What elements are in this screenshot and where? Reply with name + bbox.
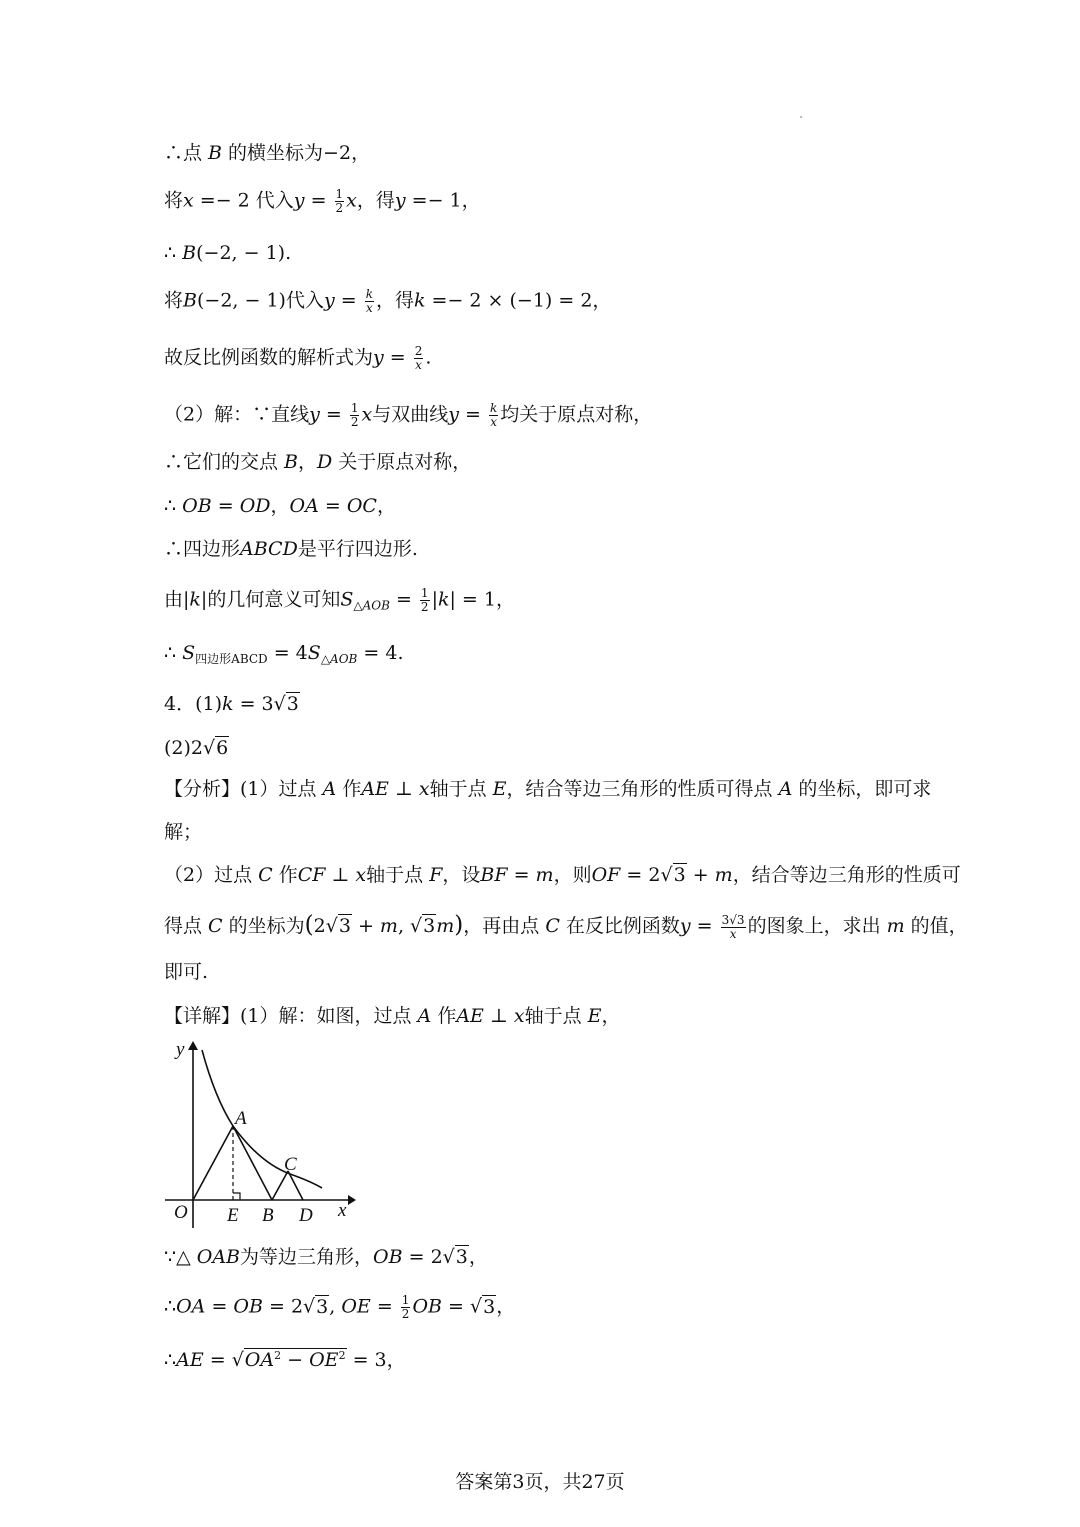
- text: 4．(1): [164, 693, 223, 715]
- text: 的横坐标为−2，: [222, 142, 371, 164]
- text: =: [319, 403, 348, 426]
- text: |: [431, 588, 438, 611]
- var: x: [183, 189, 194, 212]
- text: =: [211, 495, 240, 517]
- text: 将: [164, 289, 184, 312]
- superscript: 2: [338, 1349, 346, 1362]
- text: 即可.: [164, 961, 209, 983]
- numerator: 2: [414, 344, 423, 358]
- var: y: [309, 403, 320, 426]
- text: ，得: [356, 189, 395, 212]
- text: 【详解】(1）解：如图，过点: [164, 1005, 418, 1027]
- superscript: 2: [274, 1349, 282, 1362]
- text: （2）解：∵直线: [164, 403, 310, 426]
- hyperbola-curve: [202, 1050, 322, 1188]
- text-line-16: [164, 863, 961, 887]
- var: OC: [346, 495, 377, 517]
- text: 【分析】(1）过点: [164, 778, 323, 800]
- text: +: [351, 915, 380, 937]
- denominator: x: [365, 301, 373, 315]
- var: F: [429, 864, 443, 886]
- numerator: 1: [350, 401, 359, 415]
- text: ∴: [164, 1295, 177, 1318]
- text: ，: [601, 1005, 621, 1027]
- label-b: B: [262, 1205, 274, 1226]
- segment-ab: [233, 1126, 272, 1200]
- var: x: [418, 778, 430, 800]
- sqrt-sign: √: [231, 1349, 244, 1371]
- text: 作: [336, 778, 362, 800]
- y-axis-arrow-icon: [188, 1041, 198, 1050]
- var: OA: [289, 495, 319, 517]
- text-line-14: [164, 777, 931, 801]
- radicand: 6: [216, 737, 229, 759]
- text: ∴: [164, 495, 183, 517]
- text-line-19: [164, 1004, 621, 1028]
- denominator: x: [490, 415, 497, 429]
- var: C: [208, 915, 223, 937]
- var: OD: [239, 495, 271, 517]
- subscript: 四边形ABCD: [195, 652, 268, 666]
- sqrt-sign: √: [203, 737, 216, 759]
- radicand: 3: [338, 915, 351, 937]
- sqrt-sign: √: [660, 864, 673, 886]
- text: 是平行四边形.: [297, 538, 418, 560]
- fraction: [420, 587, 430, 614]
- text: ,: [329, 1295, 342, 1318]
- text: =− 1，: [405, 189, 481, 212]
- text: ⊥: [325, 864, 356, 886]
- var: C: [545, 915, 560, 937]
- numerator: 1: [335, 187, 344, 201]
- var: m: [886, 915, 905, 937]
- var: k: [189, 588, 201, 611]
- var: CF: [297, 864, 326, 886]
- text: ∴它们的交点: [164, 451, 285, 473]
- radicand: 3: [483, 1295, 496, 1318]
- segment-oa: [193, 1126, 233, 1200]
- var: B: [183, 289, 197, 312]
- var: OAB: [196, 1246, 241, 1268]
- page-footer: 答案第3页，共27页: [455, 1471, 625, 1493]
- fraction: [414, 345, 424, 372]
- text: (−2, − 1)代入: [196, 289, 324, 312]
- text: ，结合等边三角形的性质可: [732, 864, 961, 886]
- sqrt-sign: √: [303, 1295, 316, 1318]
- text: ，: [496, 1295, 516, 1318]
- var: E: [492, 778, 507, 800]
- text: 的值，: [904, 915, 968, 937]
- text: 轴于点: [366, 864, 430, 886]
- text: ，则: [553, 864, 592, 886]
- text: =: [389, 588, 418, 611]
- text: (2)2: [164, 737, 204, 759]
- text: ⊥: [483, 1005, 514, 1027]
- text: 由|: [164, 588, 190, 611]
- text: =: [370, 1295, 399, 1318]
- fraction: [401, 1294, 411, 1321]
- var: A: [778, 778, 793, 800]
- text: ，结合等边三角形的性质可得点: [506, 778, 779, 800]
- var: S: [340, 588, 354, 611]
- text: 故反比例函数的解析式为: [164, 346, 374, 369]
- denominator: 2: [335, 201, 344, 215]
- text: = 2: [620, 864, 661, 886]
- var: x: [355, 864, 367, 886]
- text: =: [383, 346, 412, 369]
- text: = 2: [262, 1295, 304, 1318]
- fraction: [335, 188, 345, 215]
- text: ，: [376, 495, 396, 517]
- text: ∴点: [164, 142, 209, 164]
- text: 作: [272, 864, 298, 886]
- text: 2: [313, 915, 326, 937]
- var: OA: [244, 1349, 275, 1371]
- text: ∵△: [164, 1246, 197, 1268]
- denominator: 2: [350, 415, 359, 429]
- text-line-9: [164, 537, 418, 561]
- text: =: [318, 495, 347, 517]
- var: OA: [176, 1295, 206, 1318]
- text: =− 2 代入: [193, 189, 294, 212]
- text: 在反比例函数: [559, 915, 680, 937]
- label-x: x: [338, 1200, 347, 1221]
- text-line-3: [164, 241, 291, 265]
- denominator: 2: [401, 1307, 410, 1321]
- var: x: [361, 403, 373, 426]
- scan-dot: [800, 116, 802, 118]
- fraction: [489, 402, 498, 429]
- var: y: [394, 189, 406, 212]
- text: 的图象上，求出: [747, 915, 887, 937]
- var: AE: [456, 1005, 484, 1027]
- text: 关于原点对称，: [332, 451, 472, 473]
- var: C: [258, 864, 273, 886]
- fraction: [365, 288, 374, 315]
- text-line-21: [164, 1294, 515, 1321]
- text: = 3: [233, 693, 274, 715]
- var: x: [346, 189, 357, 212]
- text: = 4: [267, 642, 308, 664]
- text-line-4: [164, 288, 611, 315]
- var: ABCD: [240, 538, 298, 560]
- text-line-13: [164, 736, 229, 760]
- var: y: [323, 289, 335, 312]
- text-line-20: [164, 1245, 488, 1269]
- text-line-2: [164, 188, 481, 215]
- sqrt-sign: √: [325, 915, 338, 937]
- text: 得点: [164, 915, 209, 937]
- var: x: [513, 1005, 525, 1027]
- text: =: [203, 1349, 232, 1371]
- var: A: [322, 778, 337, 800]
- var: OE: [309, 1349, 339, 1371]
- text: 作: [431, 1005, 457, 1027]
- text: ∴四边形: [164, 538, 241, 560]
- var: BF: [480, 864, 508, 886]
- sqrt-sign: √: [442, 1246, 455, 1268]
- numerator: k: [489, 401, 498, 415]
- text: =: [334, 289, 363, 312]
- text: =: [458, 403, 487, 426]
- text: ∴: [164, 1349, 177, 1371]
- var: B: [208, 142, 223, 164]
- var: S: [307, 642, 321, 664]
- fraction: [350, 402, 360, 429]
- var: OB: [233, 1295, 263, 1318]
- right-angle-mark: [233, 1193, 240, 1200]
- var: OB: [412, 1295, 442, 1318]
- text: |的几何意义可知: [200, 588, 341, 611]
- var: m: [535, 864, 554, 886]
- text-line-11: [164, 641, 404, 671]
- text: ，得: [375, 289, 414, 312]
- var: AE: [361, 778, 389, 800]
- radicand-group: [244, 1348, 347, 1371]
- var: S: [182, 642, 196, 664]
- text: =: [507, 864, 536, 886]
- text: ，再由点: [463, 915, 546, 937]
- text: =: [690, 915, 719, 937]
- subscript: △AOB: [320, 652, 358, 666]
- label-d: D: [299, 1205, 313, 1226]
- label-c: C: [284, 1154, 297, 1175]
- radicand: 3: [286, 693, 299, 715]
- text-line-10: [164, 587, 515, 618]
- numerator: 3√3: [721, 912, 745, 927]
- numerator: 1: [401, 1293, 410, 1307]
- var: OB: [182, 495, 212, 517]
- text: =− 2 × (−1) = 2，: [425, 289, 612, 312]
- paren: ): [454, 912, 464, 938]
- text: | = 1，: [449, 588, 515, 611]
- text: =: [205, 1295, 234, 1318]
- text: (−2, − 1).: [196, 242, 292, 264]
- var: A: [417, 1005, 432, 1027]
- text: = 3，: [346, 1349, 406, 1371]
- text: 与双曲线: [372, 403, 449, 426]
- x-axis-arrow-icon: [348, 1195, 356, 1205]
- text: .: [425, 346, 432, 369]
- text: 均关于原点对称，: [500, 403, 653, 426]
- text-line-18: [164, 960, 208, 984]
- denominator: x: [729, 926, 737, 941]
- var: y: [293, 189, 305, 212]
- text: ，设: [442, 864, 481, 886]
- text: ,: [397, 915, 411, 937]
- text: =: [441, 1295, 470, 1318]
- text: ⊥: [388, 778, 419, 800]
- fraction: [721, 914, 746, 941]
- sqrt-sign: √: [273, 693, 286, 715]
- geometry-figure: [160, 1038, 360, 1228]
- text-line-12: [164, 692, 300, 716]
- text: 为等边三角形，: [240, 1246, 374, 1268]
- var: B: [284, 451, 299, 473]
- var: B: [182, 242, 197, 264]
- text-line-5: [164, 345, 431, 372]
- paren: (: [304, 912, 314, 938]
- sqrt-sign: √: [410, 915, 423, 937]
- radicand: 3: [673, 864, 686, 886]
- var: AE: [176, 1349, 204, 1371]
- text-line-22: [164, 1344, 406, 1372]
- text-line-17: [164, 913, 968, 941]
- var: k: [437, 588, 450, 611]
- var: m: [436, 915, 455, 937]
- segment-bc: [272, 1171, 288, 1200]
- text: 的坐标，即可求: [792, 778, 932, 800]
- var: m: [714, 864, 733, 886]
- text: =: [304, 189, 333, 212]
- text: 解；: [164, 821, 203, 843]
- text-line-8: [164, 494, 396, 518]
- var: y: [679, 915, 691, 937]
- radicand: 3: [423, 915, 436, 937]
- var: OF: [591, 864, 621, 886]
- text: 轴于点: [429, 778, 493, 800]
- label-a: A: [235, 1108, 247, 1129]
- label-o: O: [174, 1202, 188, 1223]
- text: 轴于点: [524, 1005, 588, 1027]
- text: ∴: [164, 242, 183, 264]
- var: OB: [373, 1246, 403, 1268]
- var: E: [587, 1005, 602, 1027]
- denominator: x: [415, 358, 422, 372]
- radicand: 3: [455, 1246, 468, 1268]
- var: m: [379, 915, 398, 937]
- var: k: [413, 289, 426, 312]
- text: = 2: [402, 1246, 443, 1268]
- label-y: y: [176, 1039, 185, 1060]
- var: y: [448, 403, 459, 426]
- text: +: [686, 864, 715, 886]
- text: ，: [298, 451, 318, 473]
- text: ，: [270, 495, 290, 517]
- numerator: k: [365, 287, 373, 301]
- text-line-15: [164, 820, 202, 844]
- text: ，: [468, 1246, 488, 1268]
- label-e: E: [227, 1205, 239, 1226]
- var: D: [317, 451, 333, 473]
- text-line-1: [164, 141, 370, 165]
- sqrt-sign: √: [469, 1295, 483, 1318]
- numerator: 1: [420, 586, 429, 600]
- denominator: 2: [420, 600, 429, 614]
- text-line-7: [164, 450, 471, 474]
- text: 的坐标为: [222, 915, 305, 937]
- text: （2）过点: [164, 864, 259, 886]
- var: k: [222, 693, 234, 715]
- text-line-6: [164, 402, 652, 429]
- subscript: △AOB: [353, 598, 390, 613]
- var: y: [373, 346, 384, 369]
- text: = 4.: [357, 642, 404, 664]
- radicand: 3: [316, 1295, 329, 1318]
- text: 将: [164, 189, 184, 212]
- text: −: [281, 1349, 310, 1371]
- var: OE: [341, 1295, 371, 1318]
- text: ∴: [164, 642, 183, 664]
